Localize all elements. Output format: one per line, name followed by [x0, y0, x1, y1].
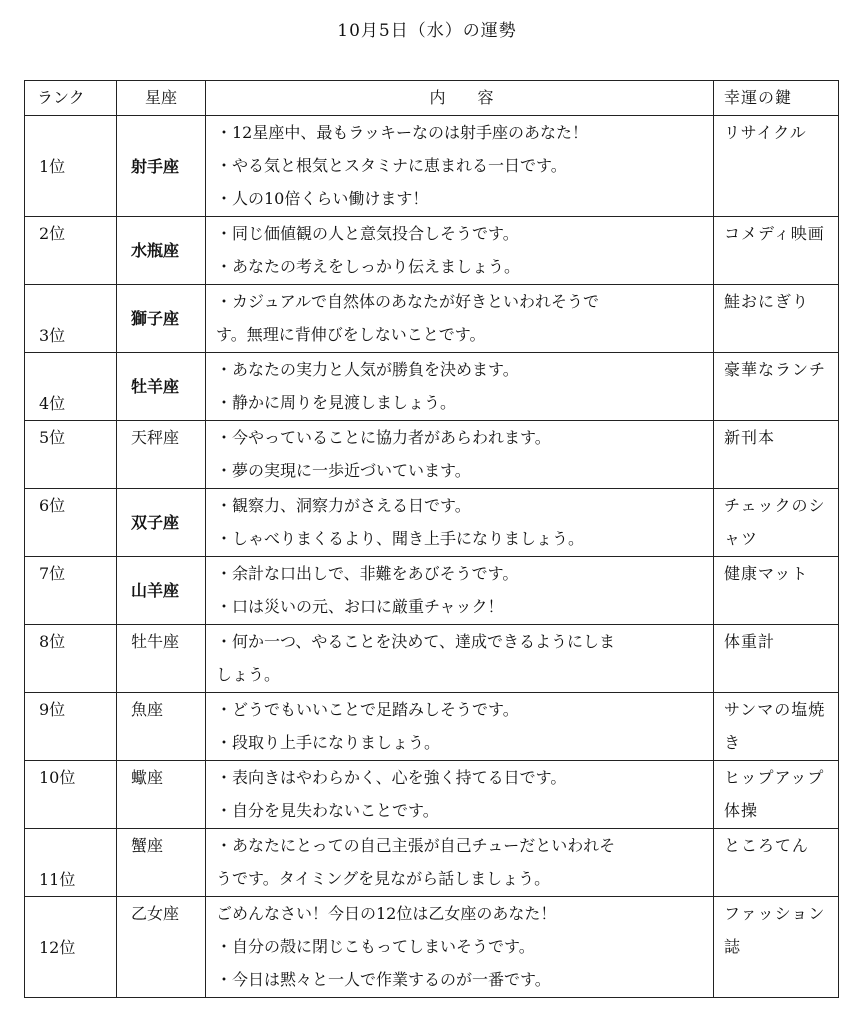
table-header-row: [25, 81, 839, 116]
table-row: [25, 625, 839, 693]
rank-cell: 4位: [25, 353, 117, 421]
content-cell: [206, 217, 714, 285]
content-line: ・観察力、洞察力がさえる日です。: [216, 496, 471, 515]
table-row: [25, 761, 839, 829]
table-row: [25, 693, 839, 761]
sign-cell: 射手座: [117, 116, 206, 217]
content-line: ・どうでもいいことで足踏みしそうです。: [216, 700, 519, 719]
content-cell: [206, 693, 714, 761]
lucky-key-cell: 健康マット: [714, 557, 839, 625]
table-row: [25, 421, 839, 489]
rank-cell: 1位: [25, 116, 117, 217]
page-title: 10月5日（水）の運勢: [337, 21, 517, 41]
sign-cell: 蟹座: [117, 829, 206, 897]
content-line: ・口は災いの元、お口に厳重チャック！: [216, 597, 504, 616]
content-line: ・自分の殻に閉じこもってしまいそうです。: [216, 937, 535, 956]
table-row: [25, 829, 839, 897]
content-line: ・段取り上手になりましょう。: [216, 733, 441, 752]
content-cell: [206, 489, 714, 557]
content-line: ごめんなさい！今日の12位は乙女座のあなた！: [216, 904, 557, 923]
sign-cell: 魚座: [117, 693, 206, 761]
content-line: ・12星座中、最もラッキーなのは射手座のあなた！: [216, 123, 589, 142]
rank-cell: 6位: [25, 489, 117, 557]
sign-cell: 乙女座: [117, 897, 206, 998]
lucky-key-cell: リサイクル: [714, 116, 839, 217]
header-lucky-key: 幸運の鍵: [714, 81, 839, 116]
sign-cell: 牡羊座: [117, 353, 206, 421]
content-cell: [206, 829, 714, 897]
table-row: [25, 353, 839, 421]
table-row: [25, 217, 839, 285]
table-row: [25, 489, 839, 557]
table-row: [25, 557, 839, 625]
lucky-key-cell: コメディ映画: [714, 217, 839, 285]
content-line: ・余計な口出しで、非難をあびそうです。: [216, 564, 519, 583]
content-line: しょう。: [216, 665, 281, 684]
rank-cell: 10位: [25, 761, 117, 829]
header-content: 内 容: [206, 81, 714, 116]
sign-cell: 蠍座: [117, 761, 206, 829]
lucky-key-cell: ところてん: [714, 829, 839, 897]
rank-cell: 2位: [25, 217, 117, 285]
sign-cell: 山羊座: [117, 557, 206, 625]
content-line: ・夢の実現に一歩近づいています。: [216, 461, 471, 480]
content-line: ・今日は黙々と一人で作業するのが一番です。: [216, 970, 551, 989]
rank-cell: 8位: [25, 625, 117, 693]
content-line: ・静かに周りを見渡しましょう。: [216, 393, 457, 412]
content-cell: [206, 421, 714, 489]
lucky-key-cell: チェックのシャツ: [714, 489, 839, 557]
rank-cell: 7位: [25, 557, 117, 625]
content-cell: [206, 353, 714, 421]
lucky-key-cell: 鮭おにぎり: [714, 285, 839, 353]
content-line: ・しゃべりまくるより、聞き上手になりましょう。: [216, 529, 585, 548]
content-line: す。無理に背伸びをしないことです。: [216, 325, 486, 344]
content-line: ・あなたの実力と人気が勝負を決めます。: [216, 360, 519, 379]
content-line: ・今やっていることに協力者があらわれます。: [216, 428, 551, 447]
content-cell: [206, 625, 714, 693]
table-row: [25, 897, 839, 998]
rank-cell: 5位: [25, 421, 117, 489]
lucky-key-cell: 体重計: [714, 625, 839, 693]
lucky-key-cell: 豪華なランチ: [714, 353, 839, 421]
content-cell: [206, 761, 714, 829]
content-cell: [206, 557, 714, 625]
content-line: ・何か一つ、やることを決めて、達成できるようにしま: [216, 632, 616, 651]
rank-cell: 11位: [25, 829, 117, 897]
content-cell: [206, 116, 714, 217]
table-row: [25, 116, 839, 217]
rank-cell: 3位: [25, 285, 117, 353]
header-rank: ランク: [25, 81, 117, 116]
header-sign: 星座: [117, 81, 206, 116]
content-line: うです。タイミングを見ながら話しましょう。: [216, 869, 551, 888]
content-line: ・人の10倍くらい働けます！: [216, 189, 429, 208]
lucky-key-cell: サンマの塩焼き: [714, 693, 839, 761]
sign-cell: 牡牛座: [117, 625, 206, 693]
table-row: [25, 285, 839, 353]
fortune-table: [24, 80, 839, 998]
content-line: ・表向きはやわらかく、心を強く持てる日です。: [216, 768, 567, 787]
lucky-key-cell: ファッション誌: [714, 897, 839, 998]
content-line: ・同じ価値観の人と意気投合しそうです。: [216, 224, 519, 243]
rank-cell: 9位: [25, 693, 117, 761]
sign-cell: 獅子座: [117, 285, 206, 353]
lucky-key-cell: ヒップアップ体操: [714, 761, 839, 829]
content-line: ・自分を見失わないことです。: [216, 801, 439, 820]
sign-cell: 天秤座: [117, 421, 206, 489]
content-cell: [206, 285, 714, 353]
sign-cell: 双子座: [117, 489, 206, 557]
content-cell: [206, 897, 714, 998]
content-line: ・あなたにとっての自己主張が自己チューだといわれそ: [216, 836, 616, 855]
content-line: ・やる気と根気とスタミナに恵まれる一日です。: [216, 156, 567, 175]
sign-cell: 水瓶座: [117, 217, 206, 285]
lucky-key-cell: 新刊本: [714, 421, 839, 489]
rank-cell: 12位: [25, 897, 117, 998]
content-line: ・カジュアルで自然体のあなたが好きといわれそうで: [216, 292, 600, 311]
content-line: ・あなたの考えをしっかり伝えましょう。: [216, 257, 521, 276]
